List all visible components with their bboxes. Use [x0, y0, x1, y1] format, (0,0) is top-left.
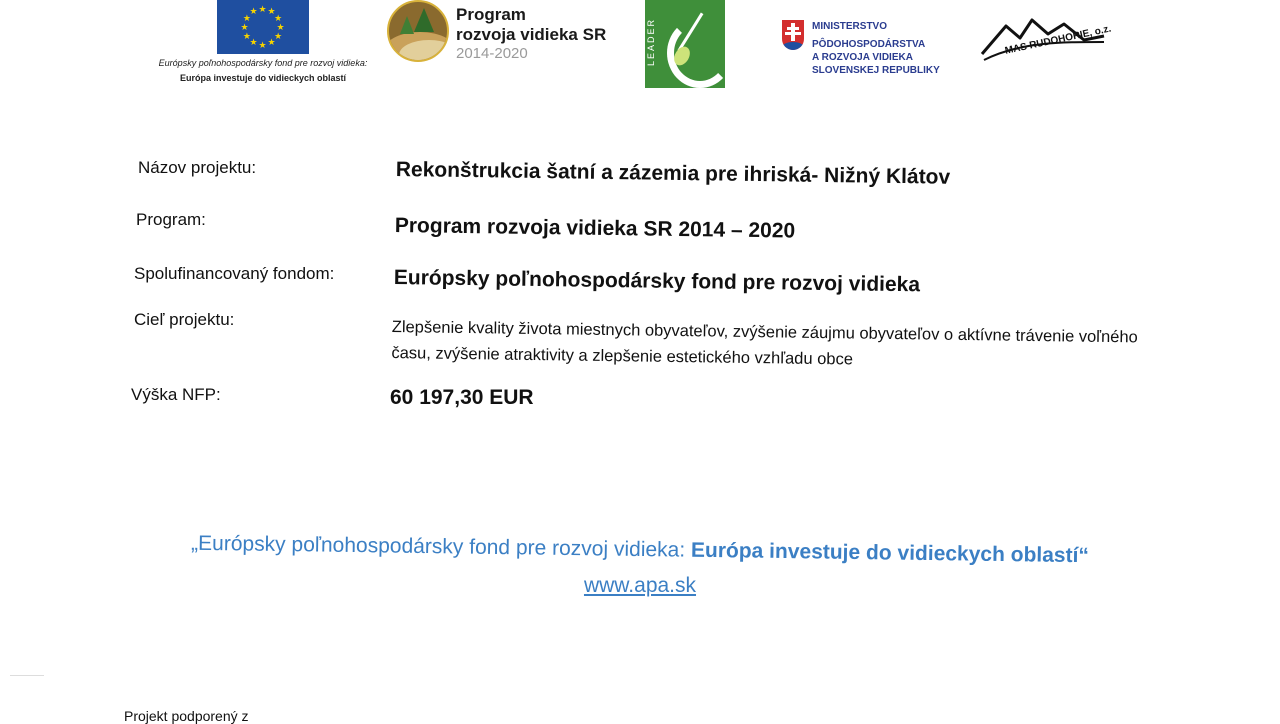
program-value: Program rozvoja vidieka SR 2014 – 2020 — [394, 214, 796, 243]
eu-star-icon: ★ — [258, 3, 267, 14]
eafrd-motto — [120, 531, 1160, 570]
eu-star-icon: ★ — [276, 21, 285, 32]
eu-star-icon: ★ — [249, 5, 258, 16]
nfp-label: Výška NFP: — [131, 385, 221, 404]
ministry-line2: PÔDOHOSPODÁRSTVA — [812, 39, 926, 50]
support-footnote: Projekt podporený z — [124, 708, 249, 724]
fund-value: Európsky poľnohospodársky fond pre rozvoj vidieka — [393, 266, 921, 297]
eu-star-icon: ★ — [242, 12, 251, 23]
eu-star-icon: ★ — [240, 21, 249, 32]
eu-star-icon: ★ — [274, 30, 283, 41]
eu-star-icon: ★ — [258, 39, 267, 50]
leader-logo-label: LEADER — [646, 18, 656, 67]
apa-website-link[interactable]: www.apa.sk — [583, 574, 697, 597]
motto-strong: Európa investuje do vidieckych oblastí“ — [690, 538, 1090, 568]
prv-logo-years: 2014-2020 — [456, 45, 528, 62]
project-name-value: Rekonštrukcia šatní a zázemia pre ihriská- Nižný Klátov — [395, 158, 951, 189]
divider — [10, 675, 44, 676]
eu-star-icon: ★ — [274, 12, 283, 23]
ministry-line4: SLOVENSKEJ REPUBLIKY — [812, 65, 940, 76]
project-name-label: Názov projektu: — [138, 158, 257, 177]
eu-star-icon: ★ — [267, 5, 276, 16]
mas-logo-text: MAS RUDOHORIE, o.z. — [1004, 23, 1113, 57]
fund-label: Spolufinancovaný fondom: — [134, 264, 335, 283]
eu-caption-line1: Európsky poľnohospodársky fond pre rozvoj vidieka: — [158, 58, 368, 68]
ministry-line1: MINISTERSTVO — [812, 21, 888, 32]
goal-value: Zlepšenie kvality života miestnych obyvateľov, zvýšenie záujmu obyvateľov o aktívne trávenie voľného času, zvýšenie atraktivity a zlepšenie estetického vzhľadu obce — [391, 317, 1138, 369]
eu-flag-logo — [217, 0, 309, 54]
eu-star-icon: ★ — [267, 37, 276, 48]
eu-star-icon: ★ — [242, 30, 251, 41]
motto-prefix: „Európsky poľnohospodársky fond pre rozvoj vidieka: — [190, 531, 692, 562]
nfp-amount-value: 60 197,30 EUR — [390, 386, 534, 409]
eu-caption-line2: Európa investuje do vidieckych oblastí — [179, 73, 347, 83]
program-label: Program: — [136, 210, 206, 229]
eu-star-icon: ★ — [249, 37, 258, 48]
prv-logo-line2: rozvoja vidieka SR — [456, 25, 607, 44]
ministry-line3: A ROZVOJA VIDIEKA — [812, 52, 913, 63]
prv-badge-logo — [387, 0, 449, 62]
slovak-coat-of-arms-icon — [782, 20, 804, 50]
goal-label: Cieľ projektu: — [134, 310, 235, 329]
prv-logo-line1: Program — [456, 5, 526, 24]
